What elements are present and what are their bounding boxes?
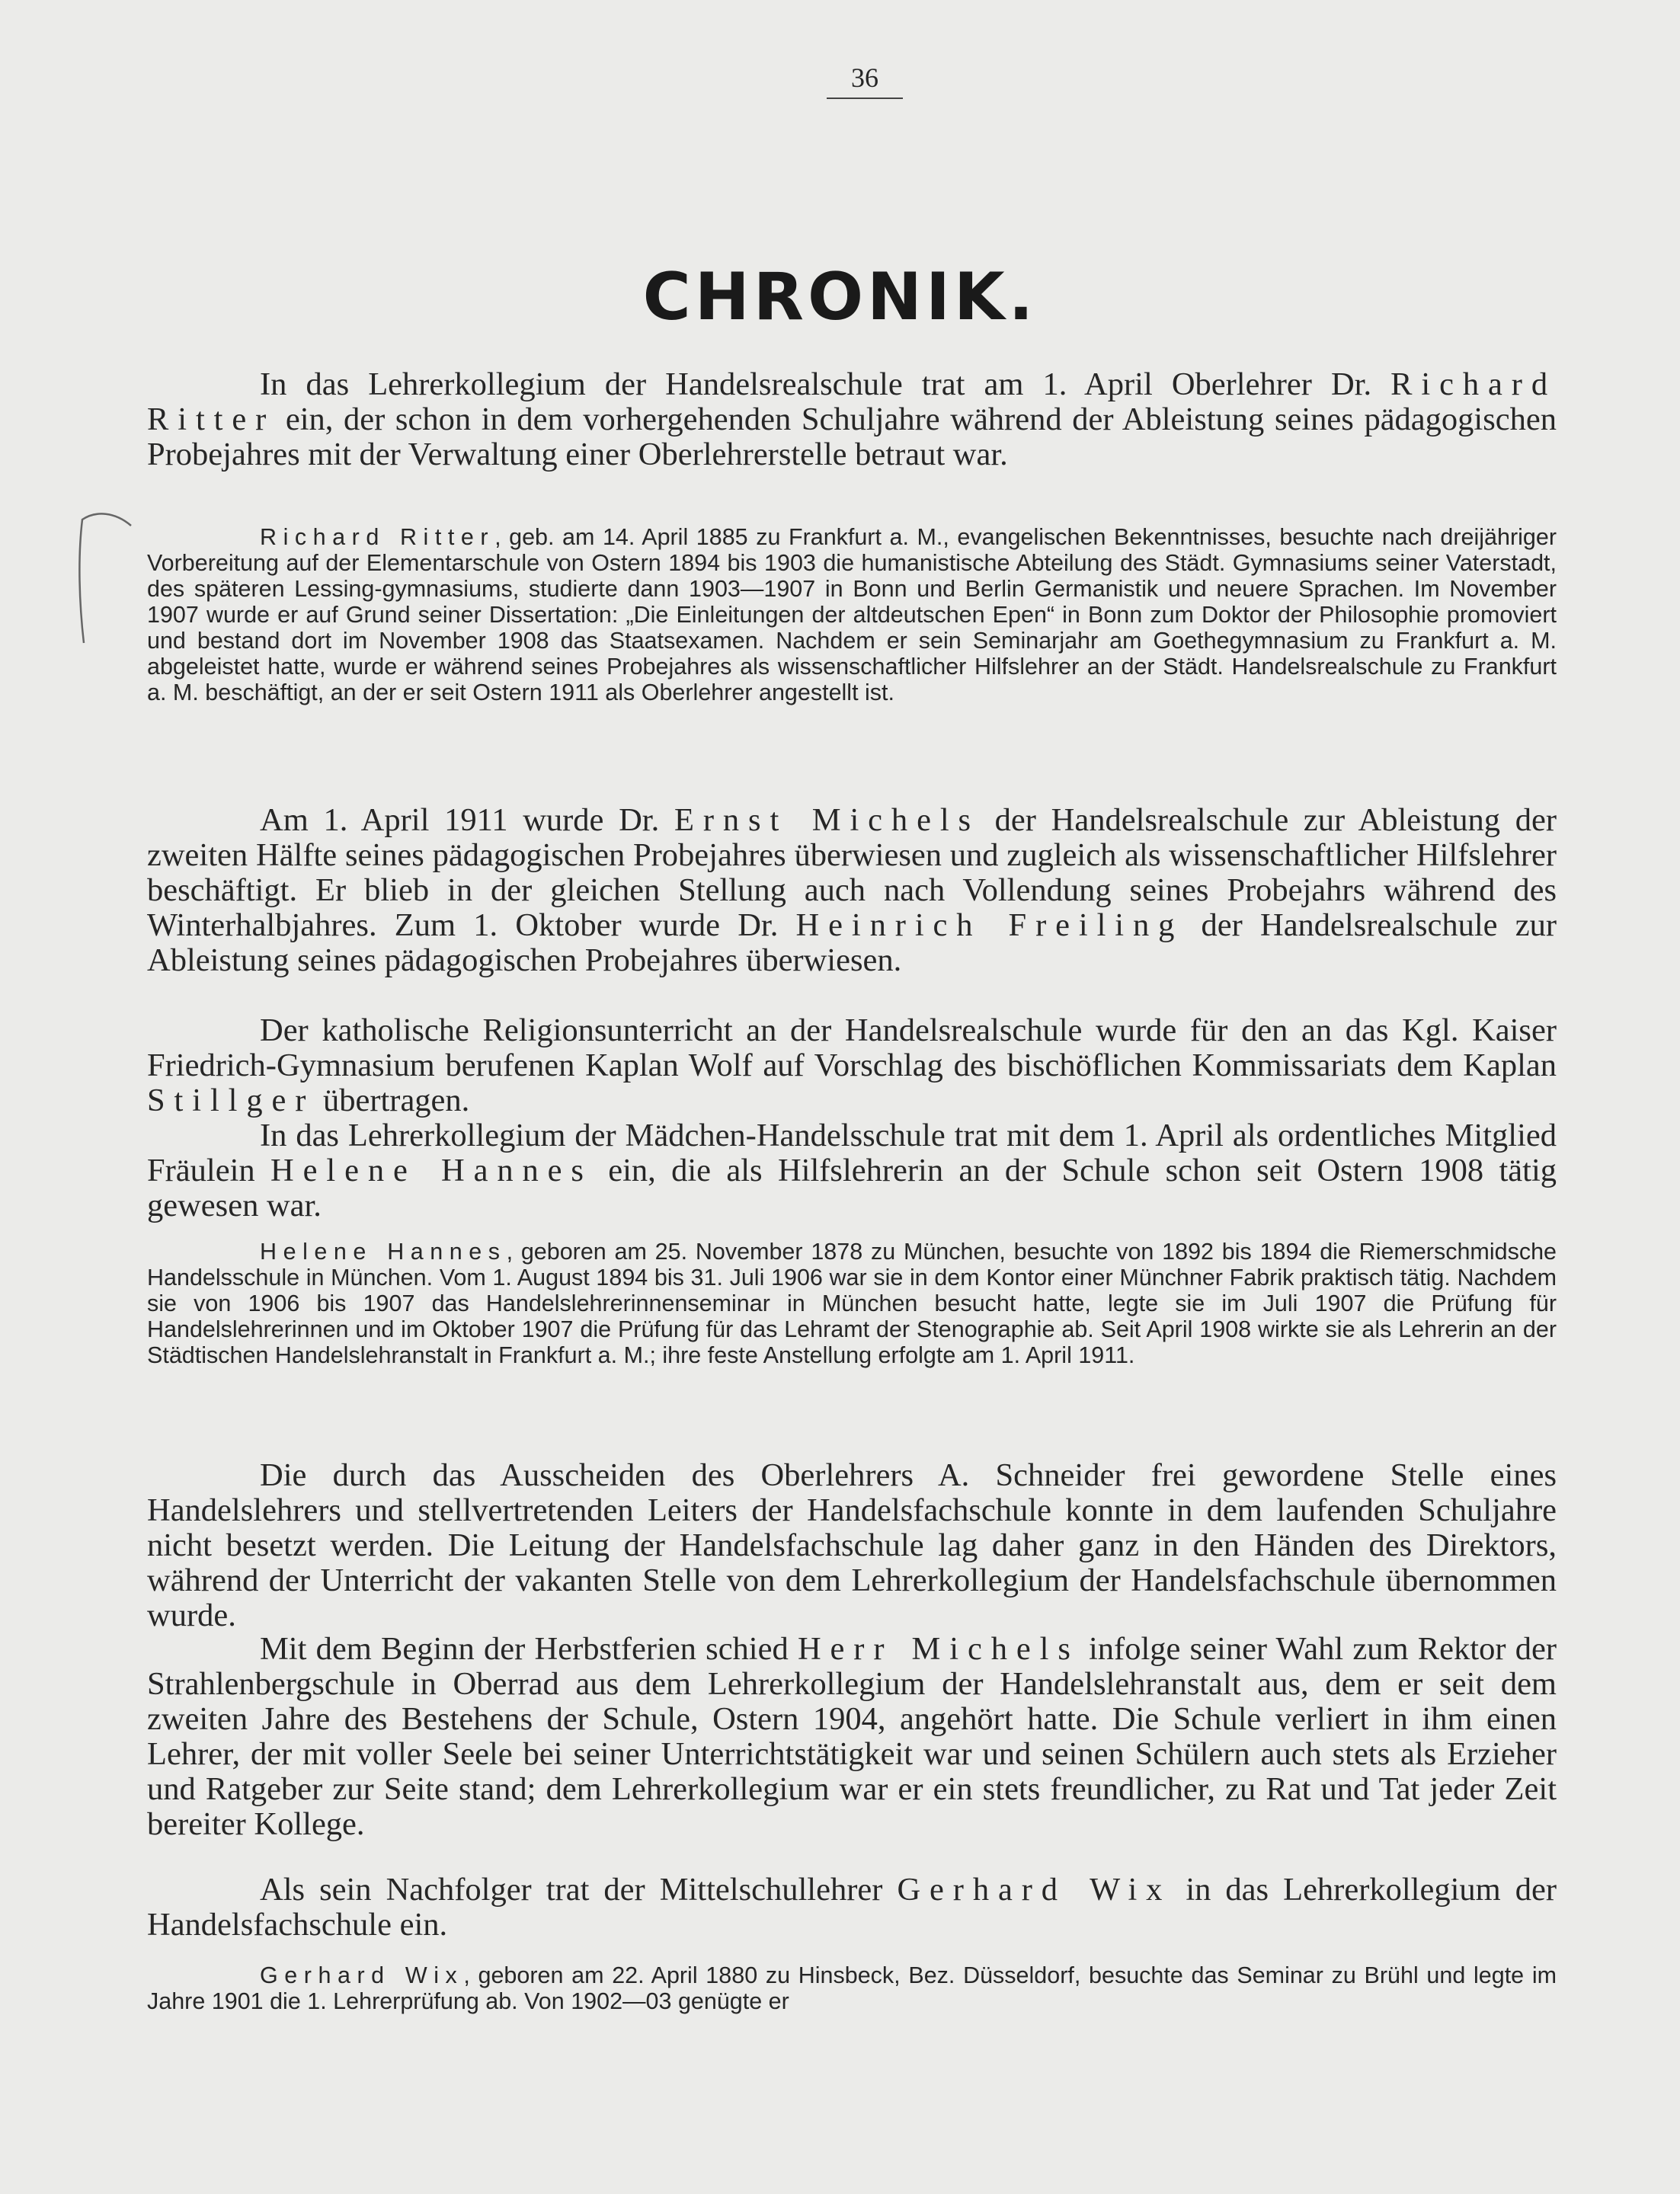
paragraph-hannes-appointment: In das Lehrerkollegium der Mädchen-Handelsschule trat mit dem 1. April als ordentliches Mitglied Fräulein Helene Hannes ein, die als Hilfslehrerin an der Schule schon seit Ostern 1908 tätig gewesen war. [147, 1118, 1557, 1223]
biography-wix: Gerhard Wix, geboren am 22. April 1880 zu Hinsbeck, Bez. Düsseldorf, besuchte das Seminar zu Brühl und legte im Jahre 1901 die 1. Lehrerprüfung ab. Von 1902—03 genügte er [147, 1962, 1557, 2014]
paragraph-wix-successor: Als sein Nachfolger trat der Mittelschullehrer Gerhard Wix in das Lehrerkollegium der Handelsfachschule ein. [147, 1872, 1557, 1943]
paragraph-michels-freiling: Am 1. April 1911 wurde Dr. Ernst Michels der Handelsrealschule zur Ableistung der zweiten Hälfte seines pädagogischen Probejahres überwiesen und zugleich als wissenschaftlicher Hilfslehrer beschäftigt. Er blieb in der gleichen Stellung auch nach Vollendung seines Probejahrs während des Winterhalbjahres. Zum 1. Oktober wurde Dr. Heinrich Freiling der Handelsrealschule zur Ableistung seines pädagogischen Probejahres überwiesen. [147, 802, 1557, 978]
biography-hannes: Helene Hannes, geboren am 25. November 1878 zu München, besuchte von 1892 bis 1894 die Riemerschmidsche Handelsschule in München. Vom 1. August 1894 bis 31. Juli 1906 war sie in dem Kontor einer Münchner Fabrik praktisch tätig. Nachdem sie von 1906 bis 1907 das Handelslehrerinnenseminar in München besucht hatte, legte sie im Juli 1907 die Prüfung für Handelslehrerinnen und im Oktober 1907 die Prüfung für das Lehramt der Stenographie ab. Seit April 1908 wirkte sie als Lehrerin an der Städtischen Handelslehranstalt in Frankfurt a. M.; ihre feste Anstellung erfolgte am 1. April 1911. [147, 1239, 1557, 1368]
paragraph-ritter-appointment: In das Lehrerkollegium der Handelsrealschule trat am 1. April Oberlehrer Dr. Richard Ritter ein, der schon in dem vorhergehenden Schuljahre während der Ableistung seines pädagogischen Probejahres mit der Verwaltung einer Oberlehrerstelle betraut war. [147, 366, 1557, 472]
pencil-margin-mark [73, 512, 134, 645]
page-number: 36 [827, 61, 903, 99]
biography-ritter: Richard Ritter, geb. am 14. April 1885 zu Frankfurt a. M., evangelischen Bekenntnisses, besuchte nach dreijähriger Vorbereitung auf der Elementarschule von Ostern 1894 bis 1903 die humanistische Abteilung des Städt. Gymnasiums seiner Vaterstadt, des späteren Lessing-gymnasiums, studierte dann 1903—1907 in Bonn und Berlin Germanistik und neuere Sprachen. Im November 1907 wurde er auf Grund seiner Dissertation: „Die Einleitungen der altdeutschen Epen“ in Bonn zum Doktor der Philosophie promoviert und bestand dort im November 1908 das Staatsexamen. Nachdem er sein Seminarjahr am Goethegymnasium zu Frankfurt a. M. abgeleistet hatte, wurde er während seines Probejahres als wissenschaftlicher Hilfslehrer an der Städt. Handelsrealschule zu Frankfurt a. M. beschäftigt, an der er seit Ostern 1911 als Oberlehrer angestellt ist. [147, 524, 1557, 705]
paragraph-michels-departure: Mit dem Beginn der Herbstferien schied Herr Michels infolge seiner Wahl zum Rektor der Strahlenbergschule in Oberrad aus dem Lehrerkollegium der Handelslehranstalt aus, dem er seit dem zweiten Jahre des Bestehens der Schule, Ostern 1904, angehört hatte. Die Schule verliert in ihm einen Lehrer, der mit voller Seele bei seiner Unterrichtstätigkeit war und seinen Schülern auch stets als Erzieher und Ratgeber zur Seite stand; dem Lehrerkollegium war er ein stets freundlicher, zu Rat und Tat jeder Zeit bereiter Kollege. [147, 1631, 1557, 1842]
page-title: CHRONIK. [642, 259, 1038, 335]
paragraph-schneider-vacancy: Die durch das Ausscheiden des Oberlehrers A. Schneider frei gewordene Stelle eines Handelslehrers und stellvertretenden Leiters der Handelsfachschule konnte in dem laufenden Schuljahre nicht besetzt werden. Die Leitung der Handelsfachschule lag daher ganz in den Händen des Direktors, während der Unterricht der vakanten Stelle von dem Lehrerkollegium der Handelsfachschule übernommen wurde. [147, 1457, 1557, 1633]
paragraph-religion: Der katholische Religionsunterricht an der Handelsrealschule wurde für den an das Kgl. Kaiser Friedrich-Gymnasium berufenen Kaplan Wolf auf Vorschlag des bischöflichen Kommissariats dem Kaplan Stillger übertragen. [147, 1012, 1557, 1118]
